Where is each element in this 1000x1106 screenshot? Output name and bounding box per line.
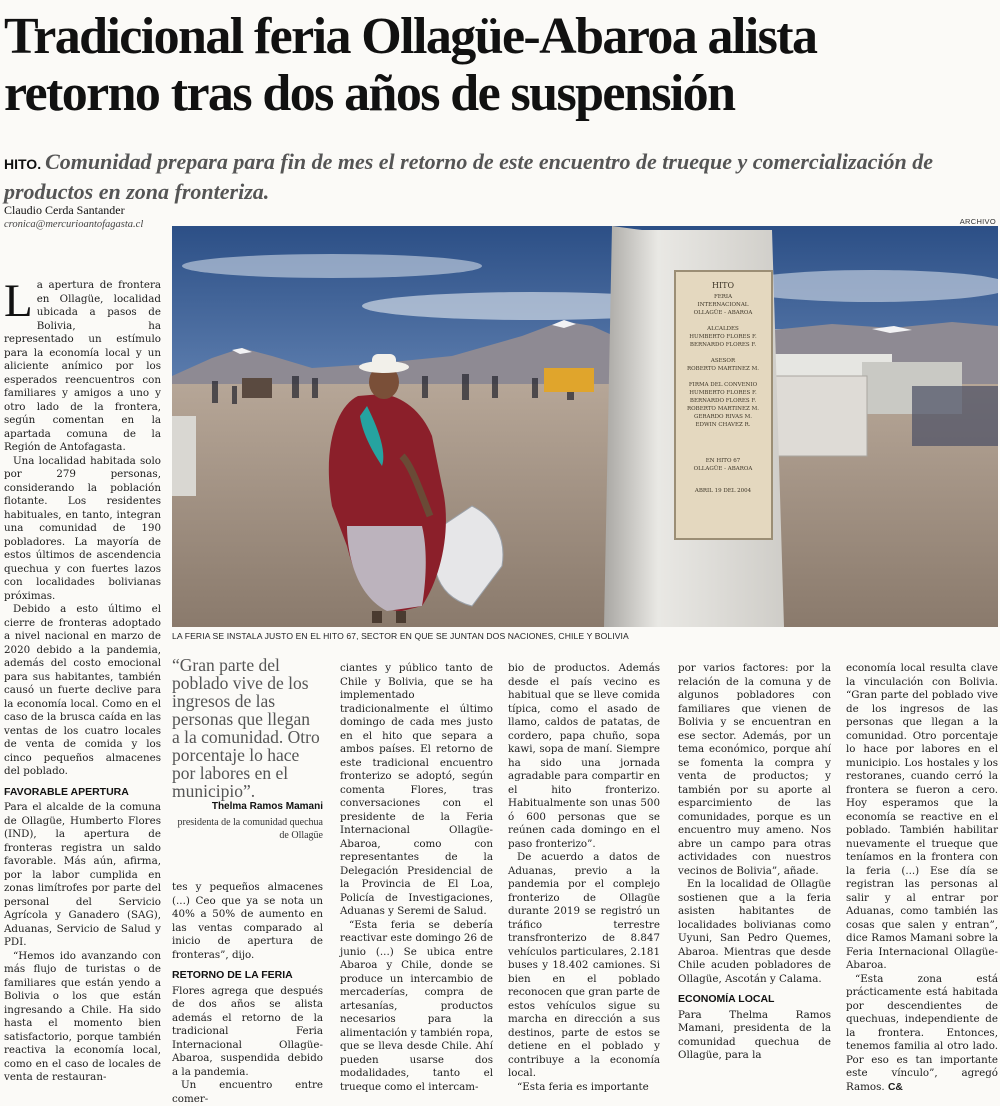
plaque-line: BERNARDO FLORES F. <box>689 398 757 404</box>
photo-credit: ARCHIVO <box>959 217 996 226</box>
plaque-line: FIRMA DEL CONVENIO <box>688 382 758 388</box>
end-mark-icon: C& <box>887 1081 903 1093</box>
paragraph: Una localidad habitada solo por 279 personas, considerando la población flotante. Los residentes habituales, en tanto, integran una comunidad de 190 pobladores. La mayoría de estos últimos de ascendencia quechua y con fuertes lazos con localidades bolivianas próximas. <box>4 454 161 602</box>
article-column-1 <box>4 275 161 1085</box>
plaque-line: OLLAGÜE - ABAROA <box>693 466 753 472</box>
dropcap: L <box>4 275 33 327</box>
plaque-line: GERARDO RIVAS M. <box>693 414 753 420</box>
deck <box>4 148 998 205</box>
paragraph: “Hemos ido avanzando con más flujo de turistas o de familiares que están yendo a Bolivia o los que están ingresando a Chile. Ha sido hasta el momento bien satisfactorio, porque también reactiva la economía local, como en el caso de locales de venta de restauran- <box>4 949 161 1083</box>
paragraph: Debido a esto último el cierre de fronteras adoptado a nivel nacional en marzo de 2020 debido a la pandemia, además del costo emocional para sus habitantes, también causó un fuerte declive para la economía local. Como en el caso de la brusca caída en las ventas de los cuatro locales de venta de comida y los cinco pequeños almacenes del poblado. <box>4 603 161 777</box>
plaque-line: BERNARDO FLORES F. <box>689 342 757 348</box>
article-column-4 <box>508 662 660 1094</box>
paragraph: tes y pequeños almacenes (...) Ceo que ya se nota un 40% a 50% de aumento en las ventas comparado al inicio de apertura de fronteras”, dijo. <box>172 881 323 961</box>
paragraph <box>846 973 998 1095</box>
plaque-line: ROBERTO MARTINEZ M. <box>687 406 759 412</box>
deck-text: Comunidad prepara para fin de mes el retorno de este encuentro de trueque y comercialización de productos en zona fronteriza. <box>4 149 933 204</box>
subheading-economia-local: ECONOMÍA LOCAL <box>678 993 775 1005</box>
paragraph: “Esta feria se debería reactivar este domingo 26 de junio (...) Se ubica entre Abaroa y Chile, donde se produce un intercambio de mercaderías, compra de artesanías, productos necesarios para la alimentación y también ropa, que se lleva desde Chile. Ahí pueden usarse dos modalidades, tanto el trueque como el intercam- <box>340 918 493 1093</box>
plaque-line: HUMBERTO FLORES F. <box>689 334 757 340</box>
headline-line-1: Tradicional feria Ollagüe-Abaroa alista <box>4 8 817 65</box>
headline-line-2: retorno tras dos años de suspensión <box>4 65 735 122</box>
paragraph-text: “Esta zona está prácticamente está habitada por descendientes de quechuas, independiente de la frontera. Entonces, tenemos familia al otro lado. Por eso es tan importante este vínculo”, agregó Ramos. <box>846 972 998 1093</box>
paragraph: bio de productos. Además desde el país vecino es habitual que se lleve comida típica, como el asado de llamo, caldos de patatas, de cordero, papa chuño, sopa kawi, sopa de maní. Siempre ha sido una jornada agradable para compartir en el hito fronterizo. Habitualmente son unas 500 ó 600 personas que se reúnen cada domingo en el paso fronterizo”. <box>508 662 660 850</box>
paragraph: “Esta feria es importante <box>517 1080 649 1093</box>
plaque-line: FERIA <box>713 294 733 300</box>
plaque-line: ALCALDES <box>707 326 739 332</box>
subheading-retorno-de-la-feria: RETORNO DE LA FERIA <box>172 969 293 981</box>
pull-quote: “Gran parte del poblado vive de los ingresos de las personas que llegan a la comunidad. Otro porcentaje lo hace por labores en el municipio”. <box>172 655 320 801</box>
byline-email[interactable]: cronica@mercurioantofagasta.cl <box>4 219 144 230</box>
byline-author: Claudio Cerda Santander <box>4 203 125 217</box>
paragraph: economía local resulta clave la vinculación con Bolivia. “Gran parte del poblado vive de los ingresos de las personas que llegan a la comunidad. Otro porcentaje lo hace por labores en el municipio. Los hostales y los restoranes, cuando cerró la frontera se fueron a cero. Hoy esperamos que la economía se reactive en el poblado. También habilitar nuevamente el trueque que teníamos en la frontera con la feria (...) Ese día se registran las personas al salir y al entrar por Aduanas, como también las cosas que salen y entran”, dice Ramos Mamani sobre la Feria Internacional Ollagüe-Abaroa. <box>846 662 998 971</box>
article-column-6 <box>846 662 998 1094</box>
plaque-line: ROBERTO MARTINEZ M. <box>687 366 759 372</box>
plaque-line: HUMBERTO FLORES F. <box>689 390 757 396</box>
pull-quote-name: Thelma Ramos Mamani <box>211 801 323 812</box>
paragraph: por varios factores: por la relación de la comuna y de algunos pobladores con familiares que vienen de Bolivia y se encuentran en ese sector. Además, por un tema económico, porque ahí se fomenta la compra y venta de productos; y también por su aporte al esparcimiento de las comunidades, porque es un encuentro muy ameno. Nos abre un campo para otras actividades con nuestros vecinos de Bolivia”, añade. <box>678 662 831 877</box>
plaque-line: HITO <box>711 281 735 290</box>
article-column-3 <box>340 662 493 1094</box>
paragraph: a apertura de frontera en Ollagüe, localidad ubicada a pasos de Bolivia, ha representado un estímulo para la economía local y un aliciente anímico por los esperados reencuentros con familiares y amigos a uno y otro lado de la frontera, según comentan en la apartada comuna de la Región de Antofagasta. <box>4 279 161 453</box>
plaque-line: ABRIL 19 DEL 2004 <box>694 488 752 494</box>
plaque-line: EDWIN CHAVEZ R. <box>695 422 751 428</box>
subheading-favorable-apertura: FAVORABLE APERTURA <box>4 785 129 798</box>
plaque-line: ASESOR <box>710 358 736 364</box>
article-column-5 <box>678 662 831 1063</box>
plaque-line: EN HITO 67 <box>705 458 741 464</box>
paragraph: En la localidad de Ollagüe sostienen que a la feria asisten habitantes de localidades bolivianas como Uyuni, San Pedro Quemes, Abaroa. Mientras que desde Chile acuden pobladores de Ollagüe, Ascotán y Calama. <box>678 878 831 985</box>
paragraph: Para el alcalde de la comuna de Ollagüe, Humberto Flores (IND), la apertura de fronteras registra un saldo favorable. Más aún, afirma, por la labor cumplida en zonas limítrofes por parte del personal del Servicio Agrícola y Ganadero (SAG), Aduanas, Servicio de Salud y PDI. <box>4 801 161 948</box>
headline <box>4 8 998 122</box>
plaque-line: OLLAGÜE - ABAROA <box>693 310 753 316</box>
plaque-line: INTERNACIONAL <box>697 302 749 308</box>
photo-caption: LA FERIA SE INSTALA JUSTO EN EL HITO 67, SECTOR EN QUE SE JUNTAN DOS NACIONES, CHILE Y BOLIVIA <box>172 631 629 641</box>
paragraph: Flores agrega que después de dos años se alista además el retorno de la tradicional Feria Internacional Ollagüe-Abaroa, suspendida debido a la pandemia. <box>172 984 323 1078</box>
deck-kicker: HITO. <box>4 156 42 172</box>
feria-photo <box>172 226 998 627</box>
paragraph: De acuerdo a datos de Aduanas, previo a la pandemia por el complejo fronterizo de Ollagüe durante 2019 se registró un tráfico terrestre transfronterizo de 8.847 vehículos particulares, 2.181 buses y 18.402 camiones. Si bien en el poblado reconocen que gran parte de estos vehículos sigue su marcha en dirección a sus destinos, parte de estos se detiene en el poblado y contribuye a la economía local. <box>508 851 660 1079</box>
paragraph: Para Thelma Ramos Mamani, presidenta de la comunidad quechua de Ollagüe, para la <box>678 1008 831 1061</box>
paragraph: Un encuentro entre comer- <box>172 1079 323 1105</box>
paragraph: ciantes y público tanto de Chile y Bolivia, que se ha implementado tradicionalmente el último domingo de cada mes justo en el hito que separa a ambos países. El retorno de este tradicional encuentro fronterizo se adoptó, según comenta Flores, tras conversaciones con el presidente de la Feria Internacional Ollagüe-Abaroa, como con representantes de la Delegación Presidencial de la Provincia de El Loa, Policía de Investigaciones, Aduanas y Seremi de Salud. <box>340 662 493 917</box>
article-column-2 <box>172 881 323 1106</box>
pull-quote-role: presidenta de la comunidad quechua de Ollagüe <box>177 817 323 841</box>
